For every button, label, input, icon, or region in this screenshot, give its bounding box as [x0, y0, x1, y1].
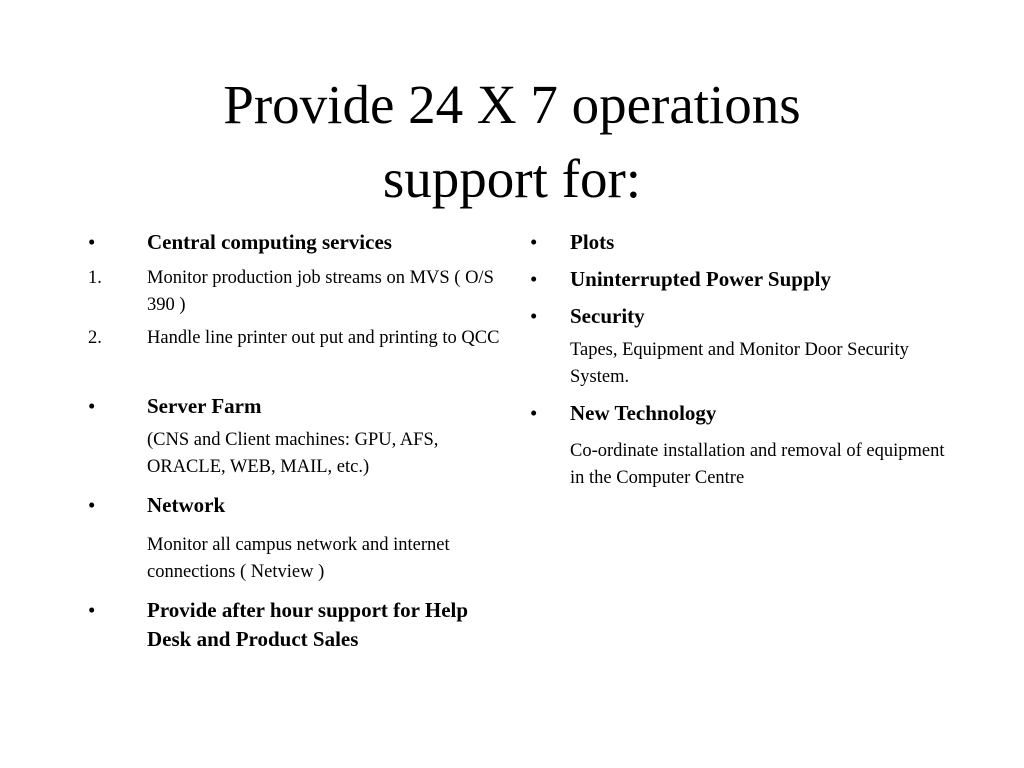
slide-title	[0, 68, 1024, 216]
bullet-ups	[530, 265, 960, 294]
left-column	[88, 228, 508, 654]
ups-label: Uninterrupted Power Supply	[570, 267, 831, 291]
bullet-icon: •	[88, 230, 96, 254]
server-farm-label: Server Farm	[147, 394, 262, 418]
central-computing-label: Central computing services	[147, 230, 392, 254]
bullet-icon: •	[530, 230, 538, 254]
right-column	[530, 228, 960, 492]
title-line-2: support for:	[382, 148, 642, 209]
network-label: Network	[147, 493, 226, 517]
bullet-icon: •	[88, 394, 96, 418]
security-label: Security	[570, 304, 645, 328]
after-hours-label: Provide after hour support for Help Desk and Product Sales	[147, 598, 469, 651]
new-technology-label: New Technology	[570, 401, 717, 425]
number-marker: 1.	[88, 268, 102, 288]
numbered-item-text: Monitor production job streams on MVS ( O/S 390 )	[147, 268, 494, 315]
bullet-central-computing	[88, 228, 508, 257]
bullet-after-hours	[88, 596, 508, 654]
numbered-item-1	[88, 265, 508, 319]
network-description: Monitor all campus network and internet connections ( Netview )	[147, 535, 450, 582]
title-line-1: Provide 24 X 7 operations	[223, 74, 801, 135]
bullet-security	[530, 302, 960, 331]
plots-label: Plots	[570, 230, 615, 254]
bullet-new-technology	[530, 399, 960, 428]
server-farm-description: (CNS and Client machines: GPU, AFS, ORACLE, WEB, MAIL, etc.)	[147, 430, 439, 477]
bullet-network	[88, 491, 508, 520]
numbered-item-2	[88, 325, 508, 352]
bullet-icon: •	[530, 304, 538, 328]
bullet-icon: •	[88, 598, 96, 622]
bullet-icon: •	[530, 401, 538, 425]
security-description: Tapes, Equipment and Monitor Door Security System.	[570, 340, 909, 387]
bullet-icon: •	[88, 493, 96, 517]
bullet-plots	[530, 228, 960, 257]
numbered-item-text: Handle line printer out put and printing to QCC	[147, 328, 500, 348]
number-marker: 2.	[88, 328, 102, 348]
bullet-server-farm	[88, 392, 508, 421]
bullet-icon: •	[530, 267, 538, 291]
new-technology-description: Co-ordinate installation and removal of equipment in the Computer Centre	[570, 441, 945, 488]
